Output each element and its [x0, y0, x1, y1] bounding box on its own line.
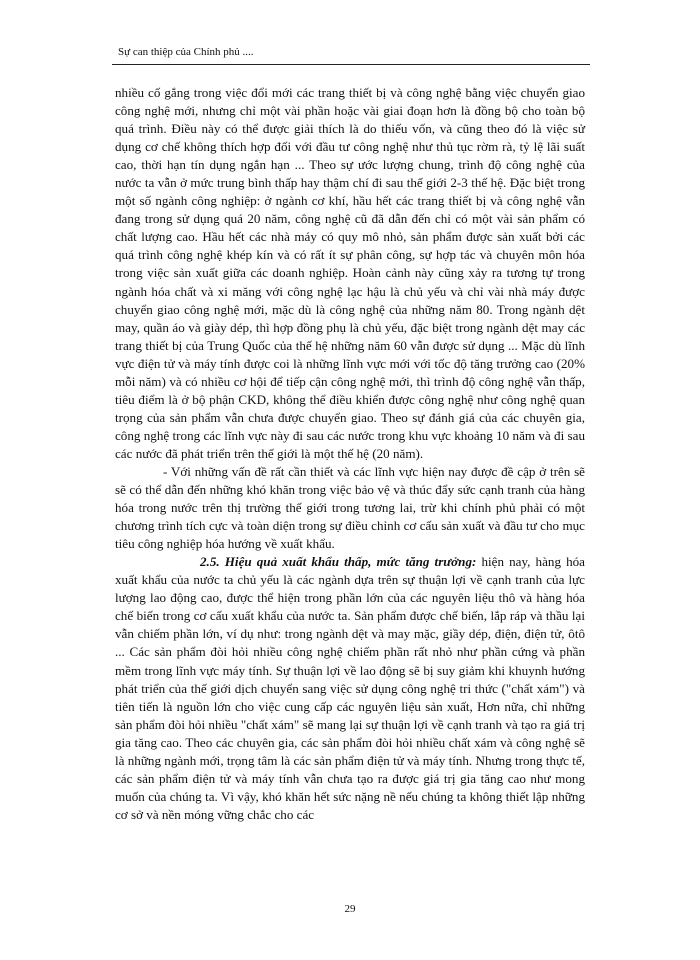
paragraph: - Với những vấn đề rất cần thiết và các lĩnh vực hiện nay được đề cập ở trên sẽ sẽ có thể dẫn đến những khó khăn trong việc bảo vệ và thúc đẩy sức cạnh tranh của hàng hóa trong nước trên thị trường thế giới trong tương lai, trừ khi chính phủ phải có một chương trình tích cực và toàn diện trong sự điều chỉnh cơ cấu sản xuất và đầu tư cho mục tiêu công nghiệp hóa hướng về xuất khẩu. [115, 463, 585, 552]
page-number: 29 [344, 903, 356, 915]
section-heading: 2.5. Hiệu quả xuất khẩu thấp, mức tăng trưởng: [200, 554, 477, 570]
running-header: Sự can thiệp của Chính phủ .... [118, 46, 254, 58]
paragraph-section-2-5 [115, 553, 585, 824]
body-text [115, 84, 585, 824]
section-text: hiện nay, hàng hóa xuất khẩu của nước ta chủ yếu là các ngành dựa trên sự thuận lợi về cạnh tranh của lực lượng lao động cao, được thể hiện trong phần lớn của các nguyên liệu thô và hàng hóa chế biến trong cơ cấu xuất khẩu của nước ta. Sản phẩm được chế biến, lắp ráp và thầu lại vẫn chiếm phần lớn, ví dụ như: trong ngành dệt và may mặc, giầy dép, điện, điện tử, ôtô ... Các sản phẩm đòi hỏi nhiều công nghệ chiếm phần rất nhỏ như phần cứng và phần mềm trong lĩnh vực máy tính. Sự thuận lợi về lao động sẽ bị suy giảm khi khuynh hướng phát triển của thế giới dịch chuyển sang việc sử dụng công nghệ tri thức ("chất xám") và tiên tiến là nguồn lớn cho việc cung cấp các nguyên liệu sản xuất, Hơn nữa, chỉ những sản phẩm đòi hỏi nhiều "chất xám" sẽ mang lại sự thuận lợi về cạnh tranh và tạo ra giá trị gia tăng cao. Theo các chuyên gia, các sản phẩm đòi hỏi nhiều chất xám và công nghệ sẽ là những ngành mới, trọng tâm là các sản phẩm điện tử và máy tính. Nhưng trong thực tế, các sản phẩm điện tử và máy tính vẫn chưa tạo ra được giá trị gia tăng cao như mong muốn của chúng ta. Vì vậy, khó khăn hết sức nặng nề nếu chúng ta không thiết lập những cơ sở và nền móng vững chắc cho các [115, 554, 585, 822]
paragraph: nhiều cố gắng trong việc đổi mới các trang thiết bị và công nghệ bằng việc chuyển giao công nghệ mới, nhưng chỉ một vài phần hoặc vài giai đoạn hơn là đồng bộ cho toàn bộ quá trình. Điều này có thể được giải thích là do thiếu vốn, và cũng theo đó là việc sử dụng cơ chế không thích hợp đối với đầu tư công nghệ như thủ tục rờm rà, tỷ lệ lãi suất cao, thời hạn tín dụng ngắn hạn ... Theo sự ước lượng chung, trình độ công nghệ của nước ta vẫn ở mức trung bình thấp hay thậm chí đi sau thế giới 2-3 thế hệ. Đặc biệt trong một số ngành công nghiệp: ở ngành cơ khí, hầu hết các trang thiết bị và công nghệ vẫn đang trong sử dụng quá 20 năm, công nghệ cũ đã dẫn đến chỉ có một vài sản phẩm có chất lượng cao. Hầu hết các nhà máy có quy mô nhỏ, sản phẩm được sản xuất bởi các quá trình công nghệ khép kín và có rất ít sự phân công, sự hợp tác và chuyên môn hóa trong việc sản xuất giữa các doanh nghiệp. Hoàn cảnh này cũng xảy ra tương tự trong ngành hóa chất và xi măng với công nghệ lạc hậu là chủ yếu và chỉ vài nhà máy được chuyển giao công nghệ mới, mặc dù là công nghệ của những năm 80. Trong ngành dệt may, quần áo và giày dép, thì hợp đồng phụ là chủ yếu, đặc biệt trong ngành dệt may các trang thiết bị của Trung Quốc của thế hệ những năm 60 vẫn được sử dụng ... Mặc dù lĩnh vực điện tử và máy tính được coi là những lĩnh vực mới với tốc độ tăng trưởng cao (20% mỗi năm) và có nhiều cơ hội để tiếp cận công nghệ mới, thì trình độ công nghệ vẫn thấp, tiêu điểm là ở bộ phận CKD, không thể điều khiển được công nghệ như công nghệ quan trọng của sản phẩm vẫn chưa được chuyển giao. Theo sự đánh giá của các chuyên gia, công nghệ trong các lĩnh vực này đi sau các nước trong khu vực khoảng 10 năm và đi sau các nước đã phát triển trên thế giới là một thế hệ (20 năm). [115, 85, 585, 461]
header-rule [112, 64, 590, 65]
